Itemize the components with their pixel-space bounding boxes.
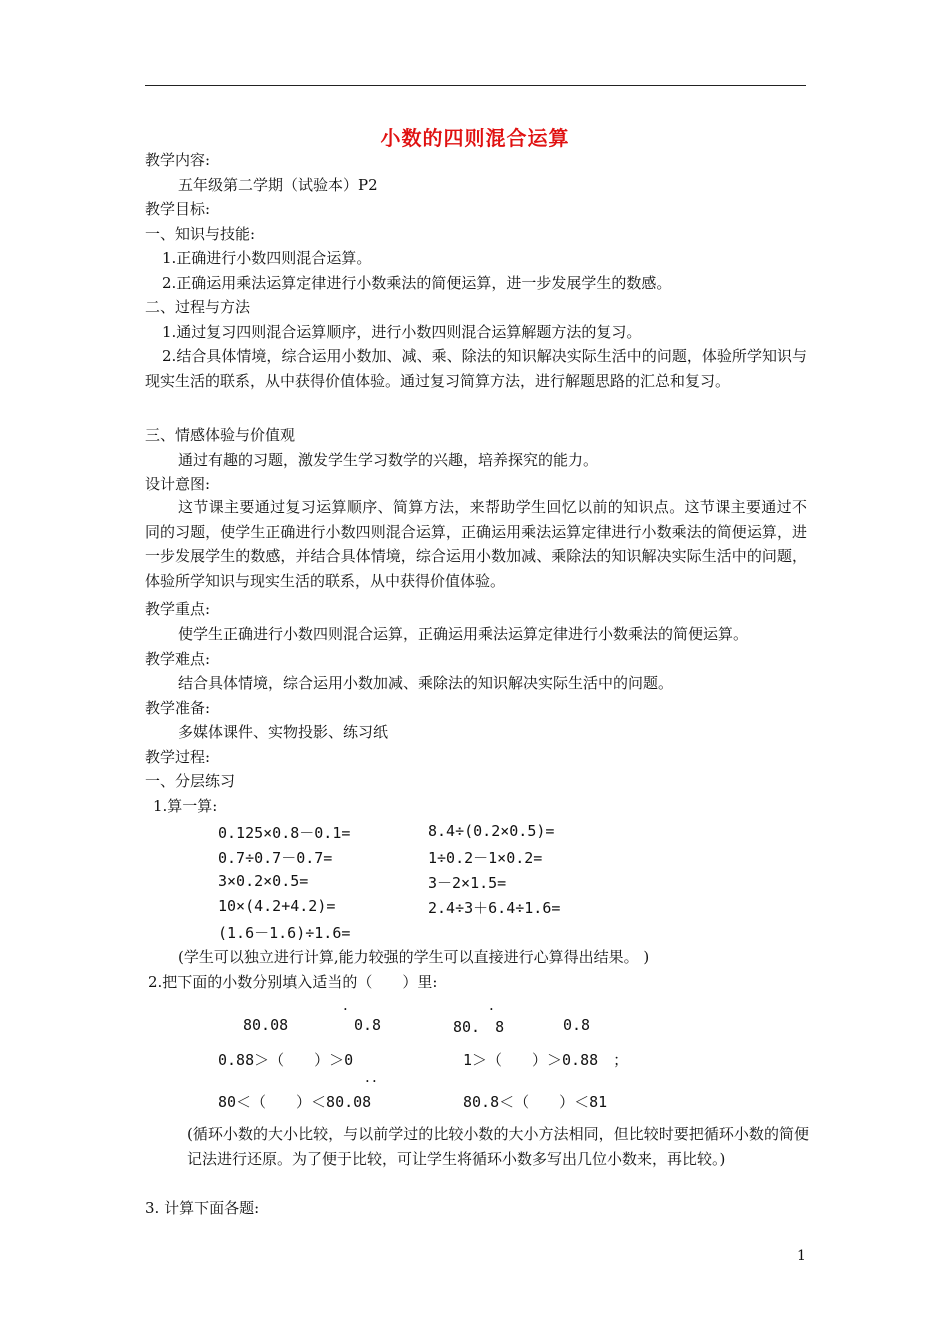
section-1-heading: 一、分层练习 <box>145 772 236 790</box>
goal2-item-1: 1.通过复习四则混合运算顺序，进行小数四则混合运算解题方法的复习。 <box>162 323 642 341</box>
exercise-2-row2-right: 80.8＜（ ）＜81 <box>463 1093 608 1111</box>
difficulty-text: 结合具体情境，综合运用小数加减、乘除法的知识解决实际生活中的问题。 <box>178 674 674 692</box>
difficulty-label: 教学难点: <box>145 650 211 668</box>
header-rule <box>145 85 806 86</box>
exercise-1-left-4: 10×(4.2+4.2)= <box>218 897 336 915</box>
repeating-dot: · <box>365 1072 370 1090</box>
exercise-1-right-3: 3－2×1.5= <box>428 874 507 892</box>
content-text: 五年级第二学期（试验本）P2 <box>178 176 378 194</box>
page-number: 1 <box>797 1248 806 1264</box>
exercise-2-row2-left: 80＜（ ）＜80.08 <box>218 1093 372 1111</box>
prep-label: 教学准备: <box>145 699 211 717</box>
exercise-1-left-2: 0.7÷0.7－0.7= <box>218 849 333 867</box>
exercise-2-note: (循环小数的大小比较，与以前学过的比较小数的大小方法相同，但比较时要把循环小数的简便记法进行还原。为了便于比较，可让学生将循环小数多写出几位小数来，再比较。) <box>187 1125 809 1168</box>
exercise-1-right-2: 1÷0.2－1×0.2= <box>428 849 543 867</box>
exercise-2-row1-left: 0.88＞（ ）＞0 <box>218 1051 354 1069</box>
exercise-1-heading: 1.算一算: <box>153 797 218 815</box>
exercise-1-left-1: 0.125×0.8－0.1= <box>218 824 351 842</box>
exercise-2-number-4: 0.8 <box>563 1016 591 1034</box>
goal3-text: 通过有趣的习题，激发学生学习数学的兴趣，培养探究的能力。 <box>178 451 599 469</box>
goal2-heading: 二、过程与方法 <box>145 298 251 316</box>
goal2-item-2: 2.结合具体情境，综合运用小数加、减、乘、除法的知识解决实际生活中的问题，体验所学知识与现实生活的联系，从中获得价值体验。通过复习简算方法，进行解题思路的汇总和复习。 <box>145 347 807 390</box>
exercise-3-heading: 3. 计算下面各题: <box>145 1199 260 1217</box>
key-label: 教学重点: <box>145 600 211 618</box>
prep-text: 多媒体课件、实物投影、练习纸 <box>178 723 389 741</box>
exercise-2-row1-right: 1＞（ ）＞0.88 ； <box>463 1051 629 1069</box>
content-label: 教学内容: <box>145 151 211 169</box>
exercise-1-right-4: 2.4÷3＋6.4÷1.6= <box>428 899 561 917</box>
process-label: 教学过程: <box>145 748 211 766</box>
repeating-dot: · <box>343 1000 348 1018</box>
page-title: 小数的四则混合运算 <box>380 126 570 150</box>
exercise-1-note: (学生可以独立进行计算,能力较强的学生可以直接进行心算得出结果。 ) <box>178 948 650 966</box>
exercise-1-left-3: 3×0.2×0.5= <box>218 872 309 890</box>
goal1-item-1: 1.正确进行小数四则混合运算。 <box>162 249 372 267</box>
exercise-1-right-1: 8.4÷(0.2×0.5)= <box>428 822 555 840</box>
goals-label: 教学目标: <box>145 200 211 218</box>
exercise-2-number-3: 80. 8 <box>453 1018 505 1036</box>
exercise-1-left-5: (1.6－1.6)÷1.6= <box>218 924 351 942</box>
repeating-dot: · <box>489 1000 494 1018</box>
goal1-heading: 一、知识与技能: <box>145 225 256 243</box>
goal1-item-2: 2.正确运用乘法运算定律进行小数乘法的简便运算，进一步发展学生的数感。 <box>162 274 672 292</box>
exercise-2-number-1: 80.08 <box>243 1016 289 1034</box>
goal3-heading: 三、情感体验与价值观 <box>145 426 296 444</box>
design-text: 这节课主要通过复习运算顺序、简算方法，来帮助学生回忆以前的知识点。这节课主要通过不同的习题，使学生正确进行小数四则混合运算，正确运用乘法运算定律进行小数乘法的简便运算，进一步发展学生的数感，并结合具体情境，综合运用小数加减、乘除法的知识解决实际生活中的问题，体验所学知识与现实生活的联系，从中获得价值体验。 <box>145 498 807 590</box>
exercise-2-heading: 2.把下面的小数分别填入适当的（ ）里: <box>148 973 438 991</box>
key-text: 使学生正确进行小数四则混合运算，正确运用乘法运算定律进行小数乘法的简便运算。 <box>178 625 749 643</box>
exercise-2-number-2: 0.8 <box>354 1016 382 1034</box>
repeating-dot: · <box>372 1072 377 1090</box>
design-label: 设计意图: <box>145 475 211 493</box>
